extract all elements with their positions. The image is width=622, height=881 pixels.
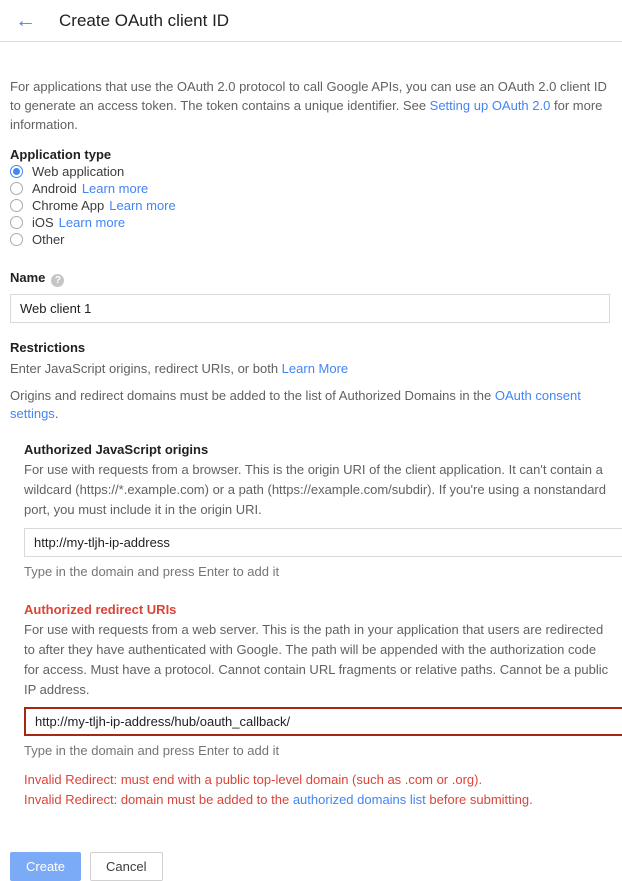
error-line2-tail: before submitting. xyxy=(425,792,533,808)
name-input[interactable] xyxy=(10,294,610,323)
radio-option-label: iOS xyxy=(32,215,54,231)
back-arrow-icon[interactable]: ← xyxy=(15,9,36,32)
radio-option-chrome-app[interactable] xyxy=(10,198,610,214)
js-origins-description: For use with requests from a browser. This is the origin URI of the client application. It can't contain a wildcard (https://*.example.com) or a path (https://example.com/subdir). If you're using a nonstandard port, you must include it in the origin URI. xyxy=(24,462,606,518)
radio-option-label: Chrome App xyxy=(32,198,105,214)
create-button[interactable]: Create xyxy=(10,852,81,881)
application-type-label: Application type xyxy=(10,146,112,162)
radio-icon[interactable] xyxy=(10,199,23,212)
chrome-app-learn-more-link[interactable]: Learn more xyxy=(109,198,176,214)
redirect-uris-section xyxy=(24,602,610,811)
restrictions-block xyxy=(10,340,610,811)
intro-paragraph xyxy=(10,78,610,135)
js-origins-helper: Type in the domain and press Enter to add it xyxy=(24,563,280,579)
restrictions-line2-period: . xyxy=(54,405,59,421)
radio-icon[interactable] xyxy=(10,216,23,229)
radio-option-ios[interactable] xyxy=(10,215,610,231)
radio-option-other[interactable] xyxy=(10,232,610,248)
error-line2 xyxy=(24,790,610,810)
radio-option-label: Web application xyxy=(32,164,125,180)
redirect-uris-description: For use with requests from a web server. This is the path in your application that users are redirected to after they have authenticated with Google. The path will be appended with the authorization code for access. Must have a protocol. Cannot contain URL fragments or relative paths. Cannot be a public IP address. xyxy=(24,621,609,697)
oauth-consent-settings-link[interactable]: OAuth consent settings xyxy=(10,387,581,421)
radio-option-label: Other xyxy=(32,232,65,248)
radio-option-android[interactable] xyxy=(10,181,610,197)
application-type-radio-group xyxy=(10,164,610,248)
restrictions-line1-text: Enter JavaScript origins, redirect URIs, or both xyxy=(10,360,282,376)
authorized-domains-list-link[interactable]: authorized domains list xyxy=(292,792,426,808)
intro-text-before: For applications that use the OAuth 2.0 protocol to call Google APIs, you can use an OAuth 2.0 client ID to generate an access token. The token contains a unique identifier. See xyxy=(10,79,607,113)
ios-learn-more-link[interactable]: Learn more xyxy=(58,215,126,231)
radio-icon[interactable] xyxy=(10,182,23,195)
page-title: Create OAuth client ID xyxy=(59,10,230,30)
setting-up-oauth-link[interactable]: Setting up OAuth 2.0 xyxy=(429,97,551,113)
restrictions-line2 xyxy=(10,387,610,423)
page-header xyxy=(0,0,622,42)
form-content xyxy=(0,78,622,810)
redirect-uris-helper: Type in the domain and press Enter to add it xyxy=(24,743,280,759)
restrictions-line2-text: Origins and redirect domains must be added to the list of Authorized Domains in the xyxy=(10,387,495,403)
js-origins-title: Authorized JavaScript origins xyxy=(24,442,209,458)
restrictions-learn-more-link[interactable]: Learn More xyxy=(281,360,349,376)
name-field-block xyxy=(10,270,610,323)
android-learn-more-link[interactable]: Learn more xyxy=(81,181,149,197)
radio-selected-icon[interactable] xyxy=(10,165,23,178)
radio-option-web-application[interactable] xyxy=(10,164,610,180)
cancel-button[interactable]: Cancel xyxy=(90,852,162,881)
js-origins-input[interactable] xyxy=(24,528,622,557)
help-icon[interactable]: ? xyxy=(51,274,64,287)
action-buttons xyxy=(10,852,622,881)
error-messages xyxy=(24,770,610,810)
redirect-uris-title: Authorized redirect URIs xyxy=(24,601,177,617)
error-line2-text: Invalid Redirect: domain must be added to the xyxy=(24,792,293,808)
radio-option-label: Android xyxy=(32,181,77,197)
intro-text-after: for more information. xyxy=(10,97,603,132)
restrictions-title: Restrictions xyxy=(10,339,86,355)
js-origins-section xyxy=(24,442,610,578)
name-label: Name xyxy=(10,269,46,285)
radio-icon[interactable] xyxy=(10,233,23,246)
redirect-uris-input[interactable] xyxy=(24,707,622,736)
error-line1: Invalid Redirect: must end with a public top-level domain (such as .com or .org). xyxy=(24,772,483,788)
restrictions-line1 xyxy=(10,360,610,378)
